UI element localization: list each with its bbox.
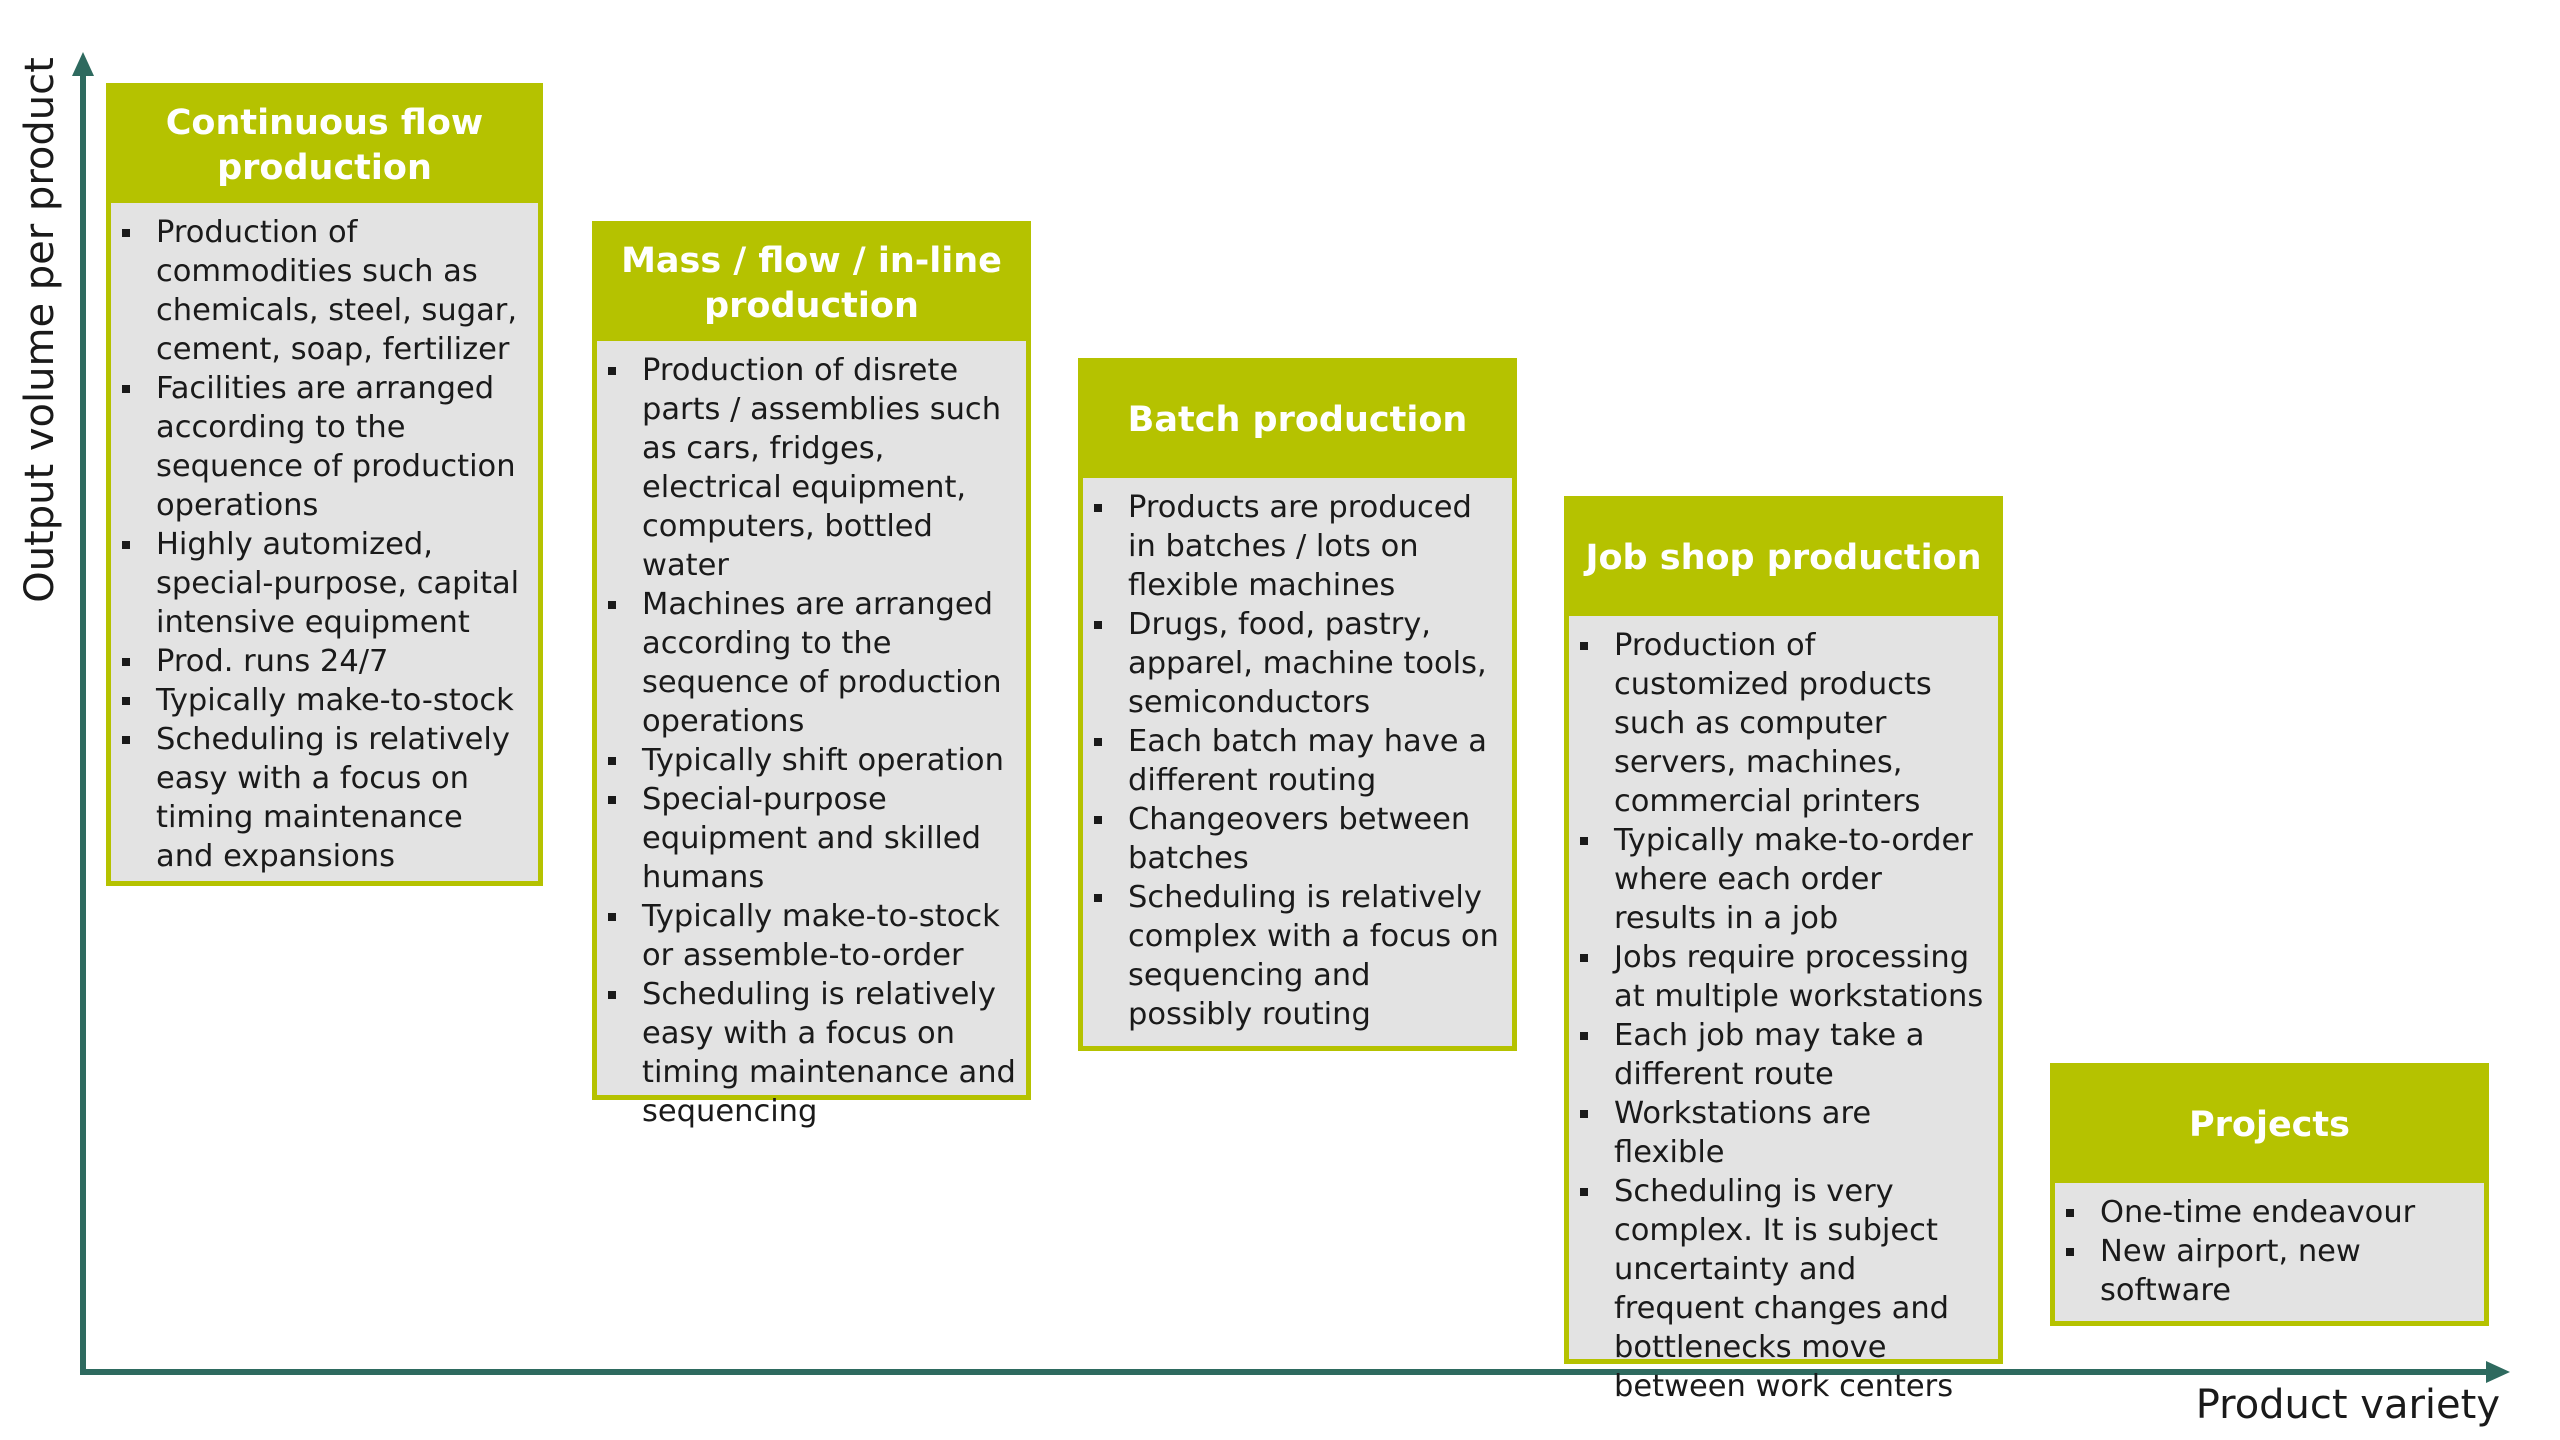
box-batch-production	[1078, 358, 1517, 1051]
box-continuous-flow	[106, 83, 543, 886]
box-continuous-flow-title: Continuous flow production	[165, 102, 484, 188]
list-item: Scheduling is relatively easy with a focus on timing maintenance and sequencing	[642, 977, 1016, 1129]
list-item: One-time endeavour	[2100, 1193, 2474, 1232]
box-continuous-flow-list	[111, 203, 538, 876]
list-item: Scheduling is relatively easy with a focus on timing maintenance and expansions	[156, 720, 528, 876]
y-axis-label-text: Output volume per product	[17, 57, 63, 603]
list-item: Typically make-to-order where each order results in a job	[1614, 821, 1988, 938]
list-item: Production of disrete parts / assemblies such as cars, fridges, electrical equipment, computers, bottled water	[642, 351, 1016, 585]
list-item: Drugs, food, pastry, apparel, machine tools, semiconductors	[1128, 605, 1502, 722]
list-item: Facilities are arranged according to the sequence of production operations	[156, 369, 528, 525]
box-mass-flow-list	[597, 341, 1026, 1131]
list-item: Typically make-to-stock or assemble-to-order	[642, 897, 1016, 975]
box-batch-production-header	[1083, 363, 1512, 478]
list-item: Typically make-to-stock	[156, 681, 528, 720]
box-projects-list	[2055, 1183, 2484, 1310]
box-mass-flow-title: Mass / flow / in-line production	[621, 240, 1002, 326]
x-axis-arrowhead	[2486, 1361, 2510, 1383]
list-item: Typically shift operation	[642, 741, 1016, 780]
box-mass-flow	[592, 221, 1031, 1129]
list-item: Special-purpose equipment and skilled humans	[642, 780, 1016, 897]
x-axis-label: Product variety	[2195, 1382, 2500, 1428]
list-item: Each job may take a different route	[1614, 1016, 1988, 1094]
box-job-shop-production	[1564, 496, 2003, 1404]
list-item: Products are produced in batches / lots on flexible machines	[1128, 488, 1502, 605]
box-job-shop-production-title: Job shop production	[1585, 538, 1982, 578]
y-axis-arrowhead	[72, 52, 94, 76]
list-item: Jobs require processing at multiple workstations	[1614, 938, 1988, 1016]
list-item: Production of commodities such as chemicals, steel, sugar, cement, soap, fertilizer	[156, 213, 528, 369]
box-projects-title: Projects	[2188, 1105, 2350, 1145]
list-item: Each batch may have a different routing	[1128, 722, 1502, 800]
list-item: Prod. runs 24/7	[156, 642, 528, 681]
list-item: Production of customized products such as computer servers, machines, commercial printers	[1614, 626, 1988, 821]
box-batch-production-title: Batch production	[1127, 400, 1468, 440]
box-projects-header	[2055, 1068, 2484, 1183]
list-item: Highly automized, special-purpose, capital intensive equipment	[156, 525, 528, 642]
list-item: New airport, new software	[2100, 1232, 2474, 1310]
list-item: Changeovers between batches	[1128, 800, 1502, 878]
box-job-shop-production-list	[1569, 616, 1998, 1406]
box-job-shop-production-header	[1569, 501, 1998, 616]
box-projects	[2050, 1063, 2489, 1326]
list-item: Workstations are flexible	[1614, 1094, 1988, 1172]
box-continuous-flow-header	[111, 88, 538, 203]
list-item: Machines are arranged according to the sequence of production operations	[642, 585, 1016, 741]
box-mass-flow-header	[597, 226, 1026, 341]
box-batch-production-list	[1083, 478, 1512, 1034]
list-item: Scheduling is relatively complex with a focus on sequencing and possibly routing	[1128, 878, 1502, 1034]
list-item: Scheduling is very complex. It is subject uncertainty and frequent changes and bottlenecks move between work centers	[1614, 1172, 1988, 1406]
